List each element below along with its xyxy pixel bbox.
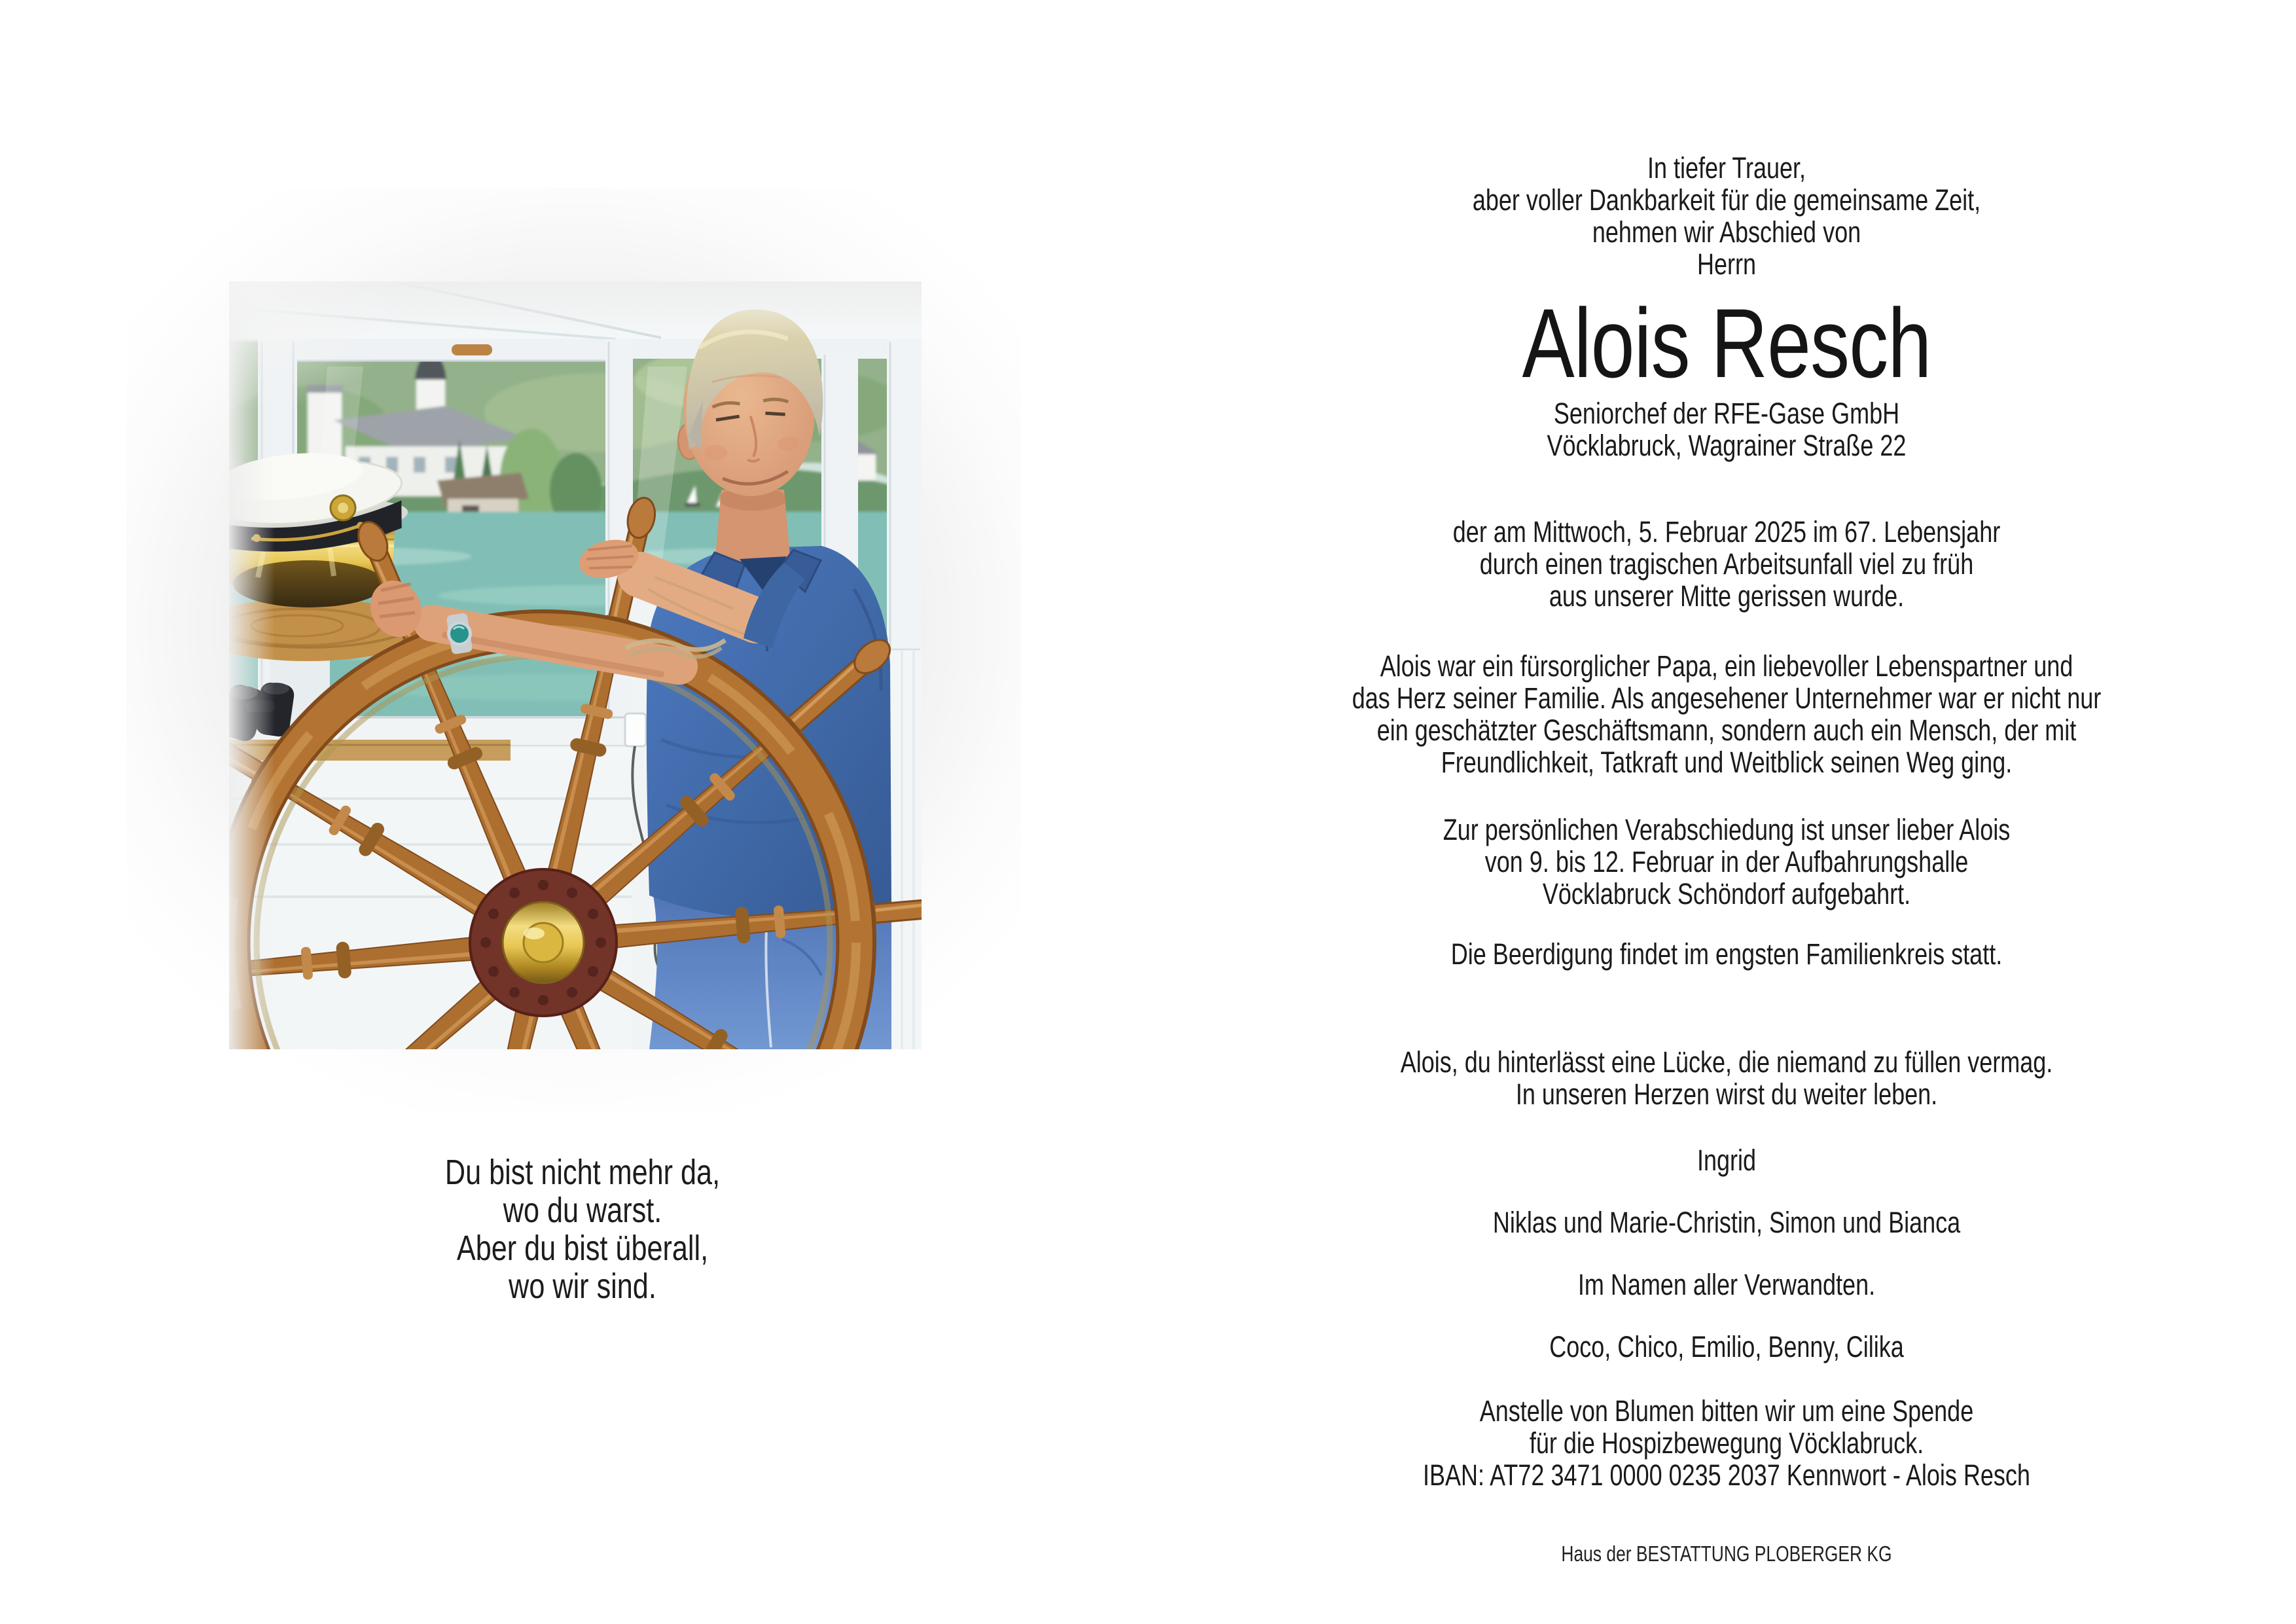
opening-lines <box>1308 152 2145 280</box>
photo-corner-fade <box>229 281 406 412</box>
remembrance-lines <box>1308 1046 2145 1110</box>
text-line: durch einen tragischen Arbeitsunfall viel zu früh <box>1479 547 1974 581</box>
mourner-children: Niklas und Marie-Christin, Simon und Bianca <box>1492 1206 1961 1239</box>
text-line: aus unserer Mitte gerissen wurde. <box>1549 579 1905 613</box>
text-line: von 9. bis 12. Februar in der Aufbahrungshalle <box>1484 845 1969 878</box>
iban-line: IBAN: AT72 3471 0000 0235 2037 Kennwort - Alois Resch <box>1423 1458 2030 1492</box>
text-line: für die Hospizbewegung Vöcklabruck. <box>1529 1426 1924 1460</box>
text-line: Vöcklabruck, Wagrainer Straße 22 <box>1547 429 1907 462</box>
text-line: nehmen wir Abschied von <box>1592 215 1861 249</box>
text-line: das Herz seiner Familie. Als angesehener Unternehmer war er nicht nur <box>1352 681 2102 715</box>
mourner-relatives: Im Namen aller Verwandten. <box>1577 1268 1876 1301</box>
poem-line: Du bist nicht mehr da, <box>444 1153 721 1192</box>
mourner-partner: Ingrid <box>1696 1144 1757 1177</box>
text-line: Alois war ein fürsorglicher Papa, ein liebevoller Lebenspartner und <box>1380 649 2073 683</box>
funeral-home-credit: Haus der BESTATTUNG PLOBERGER KG <box>1561 1542 1892 1566</box>
text-line: Freundlichkeit, Tatkraft und Weitblick seinen Weg ging. <box>1441 746 2013 779</box>
poem-line: wo du warst. <box>503 1191 662 1230</box>
photo-backdrop <box>126 189 1021 1113</box>
mourner-pets: Coco, Chico, Emilio, Benny, Cilika <box>1549 1330 1904 1363</box>
text-line: Herrn <box>1696 247 1757 281</box>
farewell-info <box>1308 814 2145 910</box>
deceased-subtitle <box>1308 397 2145 461</box>
text-line: Anstelle von Blumen bitten wir um eine Spende <box>1479 1394 1974 1428</box>
text-line: ein geschätzter Geschäftsmann, sondern auch ein Mensch, der mit <box>1376 713 2077 747</box>
poem-line: wo wir sind. <box>509 1267 656 1306</box>
deceased-name: Alois Resch <box>1522 288 1931 398</box>
text-line: der am Mittwoch, 5. Februar 2025 im 67. Lebensjahr <box>1452 515 2001 549</box>
memorial-poem <box>268 1153 897 1305</box>
text-line: aber voller Dankbarkeit für die gemeinsame Zeit, <box>1472 183 1981 217</box>
funeral-info <box>1308 938 2145 970</box>
text-line: Alois, du hinterlässt eine Lücke, die niemand zu füllen vermag. <box>1400 1045 2053 1079</box>
text-line: Die Beerdigung findet im engsten Familienkreis statt. <box>1450 937 2003 971</box>
text-line: Vöcklabruck Schöndorf aufgebahrt. <box>1542 877 1911 911</box>
text-line: In tiefer Trauer, <box>1647 151 1806 185</box>
life-tribute <box>1308 650 2145 778</box>
text-line: Zur persönlichen Verabschiedung ist unser lieber Alois <box>1443 813 2011 846</box>
text-line: Seniorchef der RFE-Gase GmbH <box>1553 397 1900 430</box>
poem-line: Aber du bist überall, <box>456 1229 709 1268</box>
donation-info <box>1308 1395 2145 1491</box>
text-line: In unseren Herzen wirst du weiter leben. <box>1515 1077 1938 1111</box>
death-circumstances <box>1308 516 2145 612</box>
memorial-photo <box>229 281 922 1049</box>
